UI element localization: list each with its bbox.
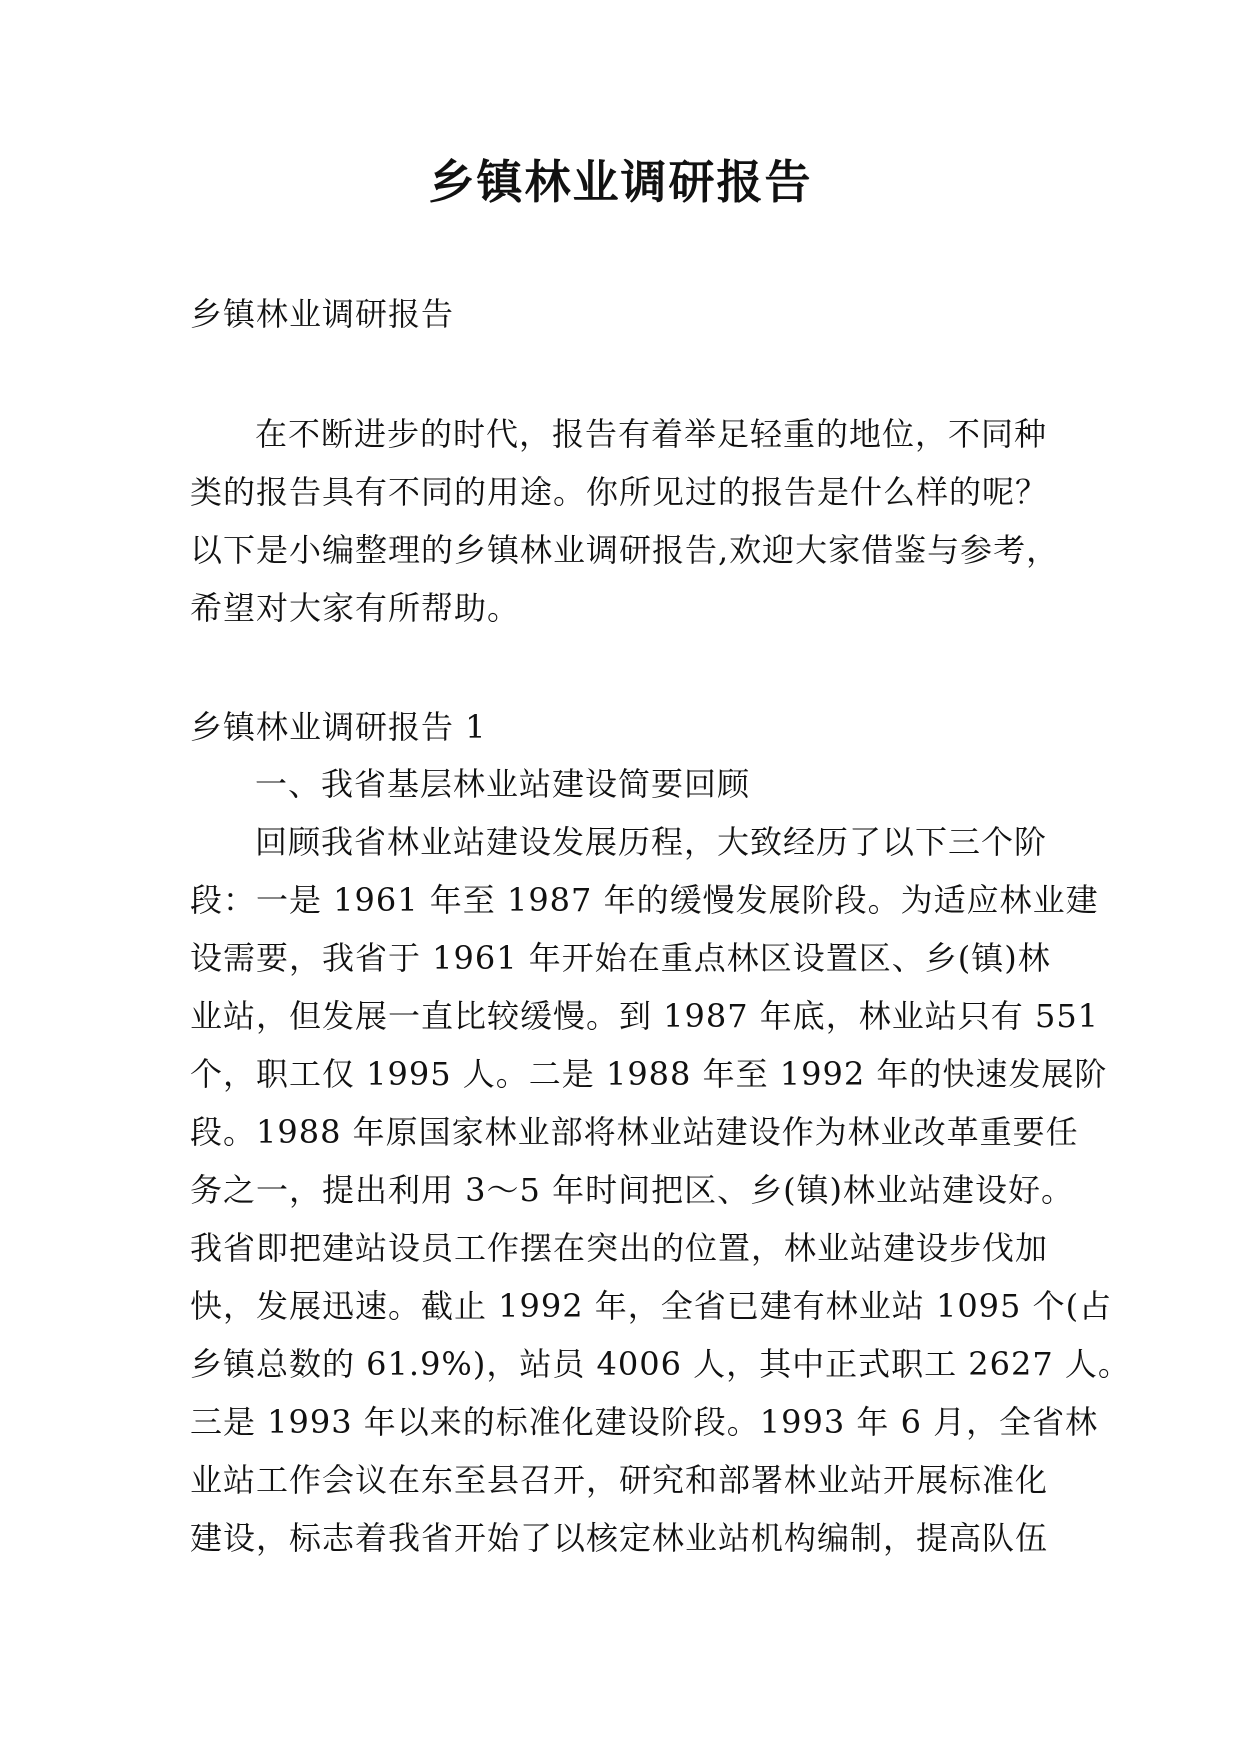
intro-line-3: 以下是小编整理的乡镇林业调研报告,欢迎大家借鉴与参考， <box>190 531 1060 569</box>
intro-line-4: 希望对大家有所帮助。 <box>190 589 521 627</box>
section-title: 乡镇林业调研报告 1 <box>190 708 487 746</box>
body-line-2: 段：一是 1961 年至 1987 年的缓慢发展阶段。为适应林业建 <box>190 881 1099 919</box>
body-line-5: 个，职工仅 1995 人。二是 1988 年至 1992 年的快速发展阶 <box>190 1055 1108 1093</box>
intro-line-1: 在不断进步的时代，报告有着举足轻重的地位，不同种 <box>255 415 1048 453</box>
section-heading: 一、我省基层林业站建设简要回顾 <box>255 765 751 803</box>
body-line-10: 乡镇总数的 61.9%)，站员 4006 人，其中正式职工 2627 人。 <box>190 1345 1131 1383</box>
body-line-13: 建设，标志着我省开始了以核定林业站机构编制，提高队伍 <box>190 1519 1049 1557</box>
body-line-7: 务之一，提出利用 3～5 年时间把区、乡(镇)林业站建设好。 <box>190 1171 1075 1209</box>
body-line-1: 回顾我省林业站建设发展历程，大致经历了以下三个阶 <box>255 823 1048 861</box>
document-subtitle: 乡镇林业调研报告 <box>190 295 455 333</box>
body-line-3: 设需要，我省于 1961 年开始在重点林区设置区、乡(镇)林 <box>190 939 1051 977</box>
intro-line-2: 类的报告具有不同的用途。你所见过的报告是什么样的呢？ <box>190 473 1049 511</box>
body-line-4: 业站，但发展一直比较缓慢。到 1987 年底，林业站只有 551 <box>190 997 1100 1035</box>
body-line-9: 快，发展迅速。截止 1992 年，全省已建有林业站 1095 个(占 <box>190 1287 1113 1325</box>
body-line-6: 段。1988 年原国家林业部将林业站建设作为林业改革重要任 <box>190 1113 1079 1151</box>
body-line-12: 业站工作会议在东至县召开，研究和部署林业站开展标准化 <box>190 1461 1049 1499</box>
document-title: 乡镇林业调研报告 <box>428 155 813 209</box>
body-line-8: 我省即把建站设员工作摆在突出的位置，林业站建设步伐加 <box>190 1229 1049 1267</box>
body-line-11: 三是 1993 年以来的标准化建设阶段。1993 年 6 月，全省林 <box>190 1403 1099 1441</box>
